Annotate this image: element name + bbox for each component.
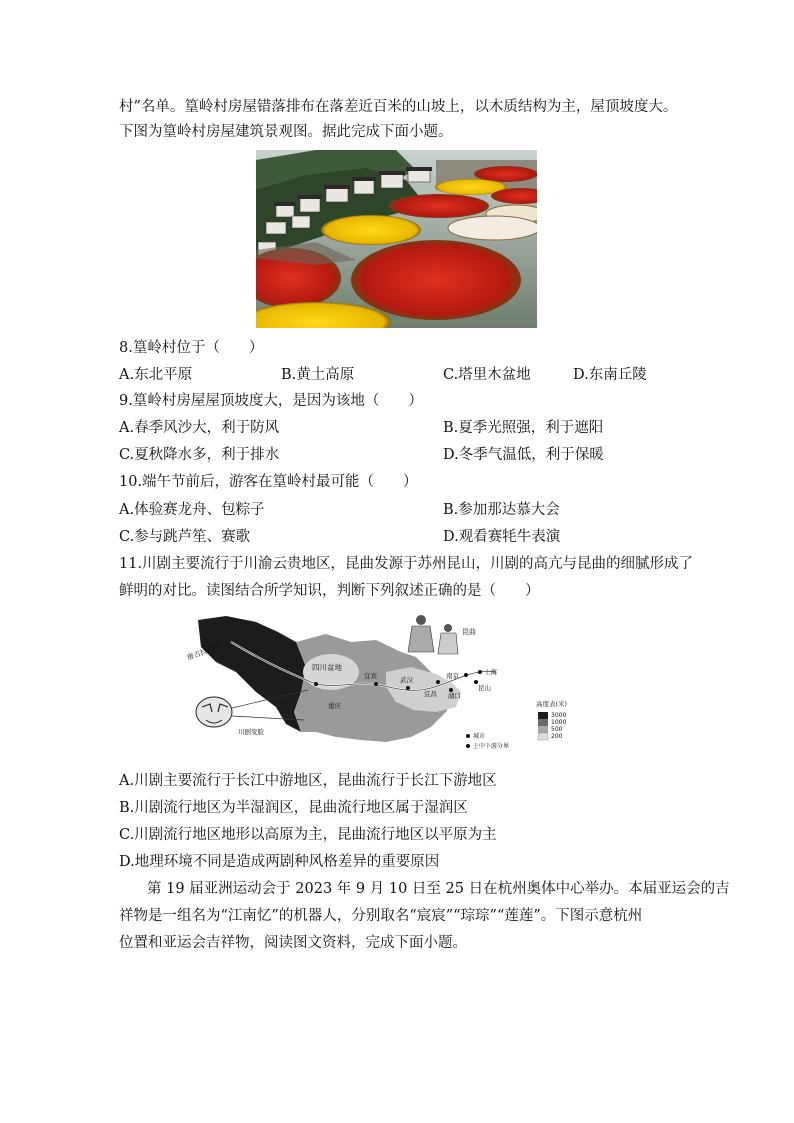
question-9-option-d: D.冬季气温低，利于保暖	[443, 447, 604, 463]
mountains-label: 唐古拉山脉	[186, 642, 222, 662]
question-8-stem: 8.篁岭村位于（ ）	[119, 340, 264, 356]
yibin-label: 宜宾	[364, 672, 377, 680]
question-11-option-c: C.川剧流行地区地形以高原为主，昆曲流行地区以平原为主	[119, 827, 497, 843]
shanghai-label: 上海	[484, 668, 497, 676]
yangtze-opera-map	[186, 612, 583, 760]
basin-label: 四川盆地	[312, 663, 342, 672]
passage-line-2: 祥物是一组名为“江南忆”的机器人，分别取名“宸宸”“琮琮”“莲莲”。下图示意杭州	[119, 908, 643, 924]
legend-level-1000: 1000	[551, 719, 567, 726]
legend-boundary: 上中下游分界	[473, 743, 510, 750]
question-8-option-c: C.塔里木盆地	[443, 367, 531, 383]
question-8-option-a: A.东北平原	[119, 367, 193, 383]
elevation-legend	[466, 699, 567, 750]
question-11-option-d: D.地理环境不同是造成两剧种风格差异的重要原因	[119, 854, 440, 870]
nanjing-label: 南京	[446, 672, 459, 680]
kunqu-label: 昆曲	[462, 628, 476, 636]
question-11-stem-line-1: 11.川剧主要流行于川渝云贵地区，昆曲发源于苏州昆山，川剧的高亢与昆曲的细腻形成了	[119, 556, 694, 572]
intro-line-1: 村”名单。篁岭村房屋错落排布在落差近百米的山坡上，以木质结构为主，屋顶坡度大。	[119, 99, 678, 115]
hukou-label: 湖口	[448, 692, 461, 700]
question-9-stem: 9.篁岭村房屋屋顶坡度大，是因为该地（ ）	[119, 393, 423, 409]
question-9-option-a: A.春季风沙大，利于防风	[119, 420, 280, 436]
legend-level-3000: 3000	[551, 712, 567, 719]
question-9-option-c: C.夏秋降水多，利于排水	[119, 447, 280, 463]
question-11-option-b: B.川剧流行地区为半湿润区，昆曲流行地区属于湿润区	[119, 800, 468, 816]
yichang-label: 宜昌	[424, 690, 437, 698]
question-10-option-d: D.观看赛牦牛表演	[443, 529, 561, 545]
question-10-option-c: C.参与跳芦笙、赛歌	[119, 529, 251, 545]
passage-line-1: 第 19 届亚洲运动会于 2023 年 9 月 10 日至 25 日在杭州奥体中心举办。本届亚运会的吉	[147, 881, 730, 897]
question-11-stem-line-2: 鲜明的对比。读图结合所学知识，判断下列叙述正确的是（ ）	[119, 583, 540, 599]
question-11-option-a: A.川剧主要流行于长江中游地区，昆曲流行于长江下游地区	[119, 773, 497, 789]
huangling-village-photo	[256, 150, 537, 328]
kunqu-figure	[408, 615, 458, 654]
question-10-stem: 10.端午节前后，游客在篁岭村最可能（ ）	[119, 474, 418, 490]
legend-level-500: 500	[551, 726, 563, 733]
intro-line-2: 下图为篁岭村房屋建筑景观图。据此完成下面小题。	[119, 124, 453, 140]
question-8-option-d: D.东南丘陵	[573, 367, 647, 383]
legend-level-200: 200	[551, 733, 563, 740]
legend-title: 高度表(米)	[536, 700, 568, 708]
legend-city: 城市	[473, 733, 486, 740]
question-10-option-a: A.体验赛龙舟、包粽子	[119, 502, 265, 518]
question-8-option-b: B.黄土高原	[281, 367, 355, 383]
question-9-option-b: B.夏季光照强，利于遮阳	[443, 420, 604, 436]
passage-line-3: 位置和亚运会吉祥物，阅读图文资料，完成下面小题。	[119, 935, 467, 951]
chongqing-label: 重庆	[328, 702, 341, 710]
kunshan-label: 昆山	[478, 684, 491, 692]
sichuan-opera-label: 川剧变脸	[238, 728, 264, 736]
wuhan-label: 武汉	[400, 676, 413, 684]
question-10-option-b: B.参加那达慕大会	[443, 502, 560, 518]
